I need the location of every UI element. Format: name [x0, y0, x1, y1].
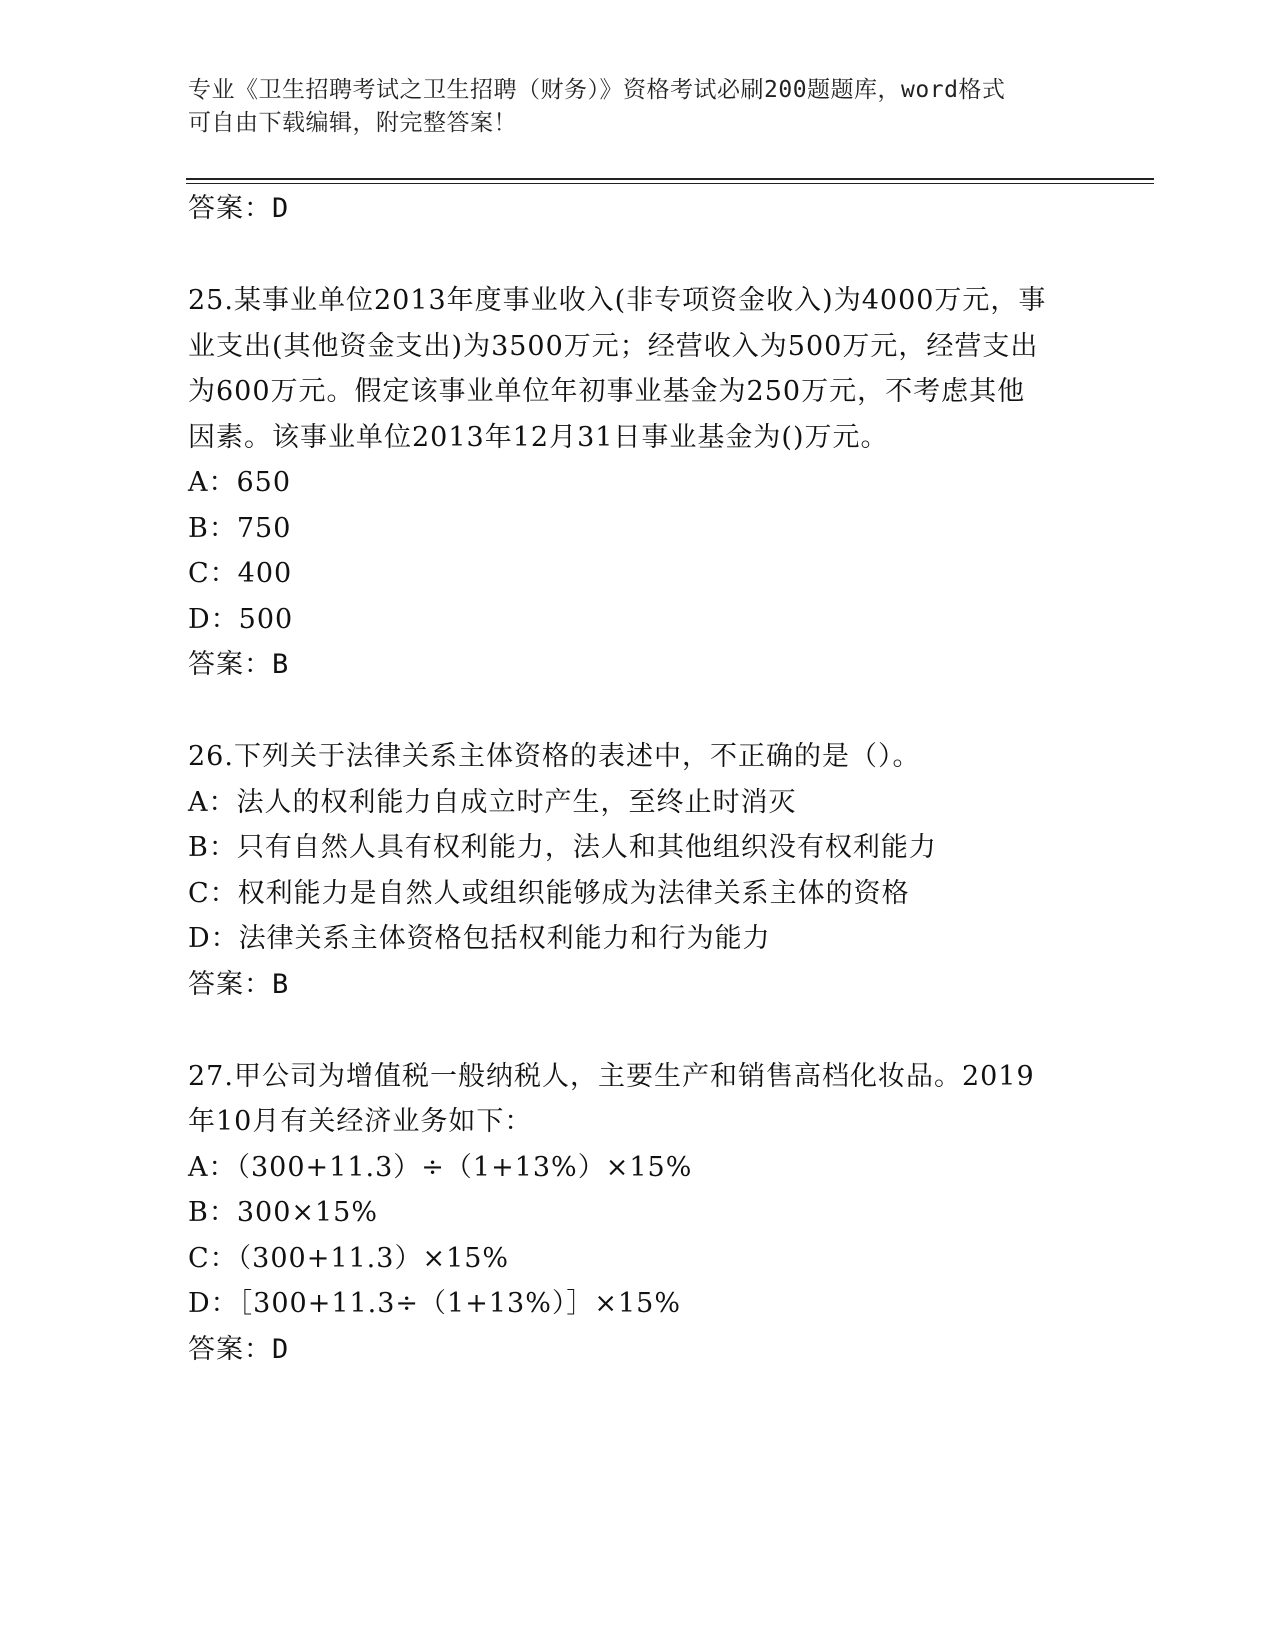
option-label: B：	[188, 832, 237, 863]
option-a	[188, 460, 1088, 506]
header-line-1: 专业《卫生招聘考试之卫生招聘（财务）》资格考试必刷200题题库，word格式	[188, 77, 1006, 103]
option-a	[188, 780, 1088, 826]
option-text: ［300+11.3÷（1+13%）］×15%	[238, 1288, 682, 1319]
question-27	[188, 1054, 1088, 1372]
question-list	[188, 186, 1088, 1419]
option-d	[188, 1281, 1088, 1327]
option-text: 法律关系主体资格包括权利能力和行为能力	[238, 923, 771, 954]
option-label: B：	[188, 512, 237, 544]
option-label: A：	[188, 786, 237, 818]
option-b	[188, 1190, 1088, 1236]
option-d	[188, 916, 1088, 962]
option-text: 750	[236, 512, 292, 544]
stem-line: 年10月有关经济业务如下：	[188, 1106, 533, 1137]
header-divider-thin	[186, 183, 1154, 184]
option-text: 只有自然人具有权利能力，法人和其他组织没有权利能力	[236, 832, 937, 863]
stem-line: 25.某事业单位2013年度事业收入(非专项资金收入)为4000万元，事	[188, 285, 1047, 316]
option-label: C：	[188, 1242, 238, 1274]
answer-line: 答案：B	[188, 649, 290, 680]
stem-line: 27.甲公司为增值税一般纳税人，主要生产和销售高档化妆品。2019	[188, 1060, 1035, 1092]
option-text: （300+11.3）÷（1+13%）×15%	[236, 1151, 693, 1183]
question-stem	[188, 278, 1088, 460]
header-divider	[186, 178, 1154, 180]
stem-line: 26.下列关于法律关系主体资格的表述中，不正确的是（）。	[188, 741, 921, 772]
option-label: C：	[188, 877, 238, 909]
stem-line: 因素。该事业单位2013年12月31日事业基金为()万元。	[188, 421, 889, 453]
answer-line: 答案：B	[188, 968, 290, 1000]
option-text: 650	[236, 467, 292, 498]
answer-line: 答案：D	[188, 1333, 290, 1365]
option-label: A：	[188, 1151, 237, 1183]
option-text: 300×15%	[236, 1197, 379, 1228]
page-header	[188, 74, 1088, 140]
option-label: D：	[188, 923, 239, 954]
header-line-2: 可自由下载编辑，附完整答案！	[188, 110, 517, 136]
option-label: B：	[188, 1197, 237, 1228]
option-label: C：	[188, 558, 238, 589]
option-c	[188, 1236, 1088, 1282]
option-text: 权利能力是自然人或组织能够成为法律关系主体的资格	[237, 877, 910, 909]
question-stem	[188, 1054, 1088, 1145]
option-text: 400	[237, 558, 293, 589]
question-26	[188, 734, 1088, 1007]
option-c	[188, 551, 1088, 597]
stem-line: 为600万元。假定该事业单位年初事业基金为250万元，不考虑其他	[188, 376, 1026, 407]
option-text: 法人的权利能力自成立时产生，至终止时消灭	[236, 786, 797, 818]
option-label: D：	[188, 1288, 239, 1319]
option-c	[188, 871, 1088, 917]
option-text: （300+11.3）×15%	[237, 1242, 510, 1274]
question-25	[188, 278, 1088, 687]
option-label: A：	[188, 467, 237, 498]
option-a	[188, 1145, 1088, 1191]
stem-line: 业支出(其他资金支出)为3500万元；经营收入为500万元，经营支出	[188, 330, 1039, 362]
option-b	[188, 506, 1088, 552]
option-label: D：	[188, 603, 239, 635]
option-text: 500	[238, 603, 294, 635]
previous-answer: 答案：D	[188, 193, 290, 224]
option-b	[188, 825, 1088, 871]
option-d	[188, 597, 1088, 643]
question-stem	[188, 734, 1088, 780]
